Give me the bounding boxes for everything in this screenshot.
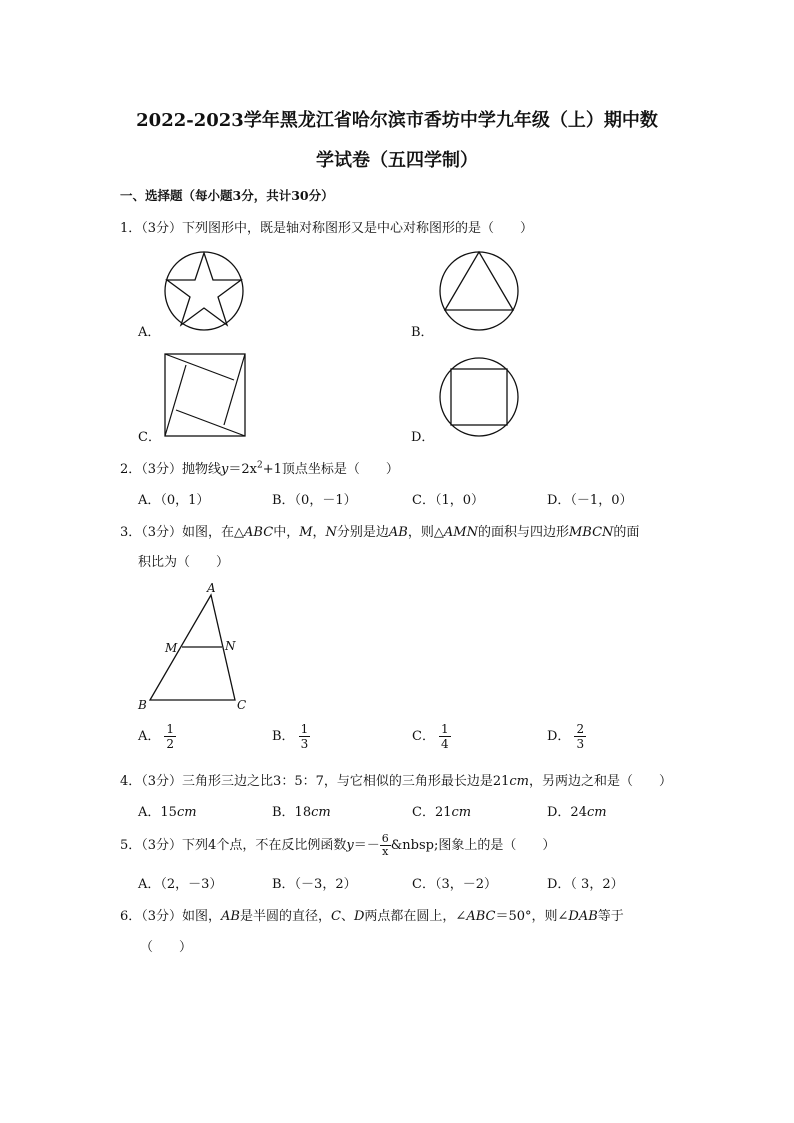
question-6-stem-line2: （ ） (140, 940, 193, 955)
q1-option-a: A． (138, 325, 161, 340)
q1-option-b: B． (411, 325, 434, 340)
q3-option-c: C． $\frac{1}{4}$ (412, 722, 449, 751)
q4-option-a: A．15cm (138, 805, 197, 820)
q2-option-b: B．（0，－1） (272, 493, 357, 508)
q4-option-d: D．24cm (547, 805, 607, 820)
question-1-stem: 1．（3分）下列图形中，既是轴对称图形又是中心对称图形的是（ ） (120, 221, 534, 236)
page-title-line2: 学试卷（五四学制） (316, 150, 478, 171)
question-6-stem-line1: 6．（3分）如图，AB是半圆的直径，C、D两点都在圆上，∠ABC＝50°，则∠DAB等于 (120, 909, 624, 924)
q3-label-m: M (165, 641, 178, 655)
question-2-stem: 2．（3分）抛物线$y=2x^2+1$顶点坐标是（ ） (120, 460, 399, 477)
question-4-stem: 4．（3分）三角形三边之比3：5：7，与它相似的三角形最长边是21cm，另两边之和是（ ） (120, 774, 673, 789)
q3-label-n: N (225, 639, 236, 653)
q2-option-c: C．（1，0） (412, 493, 484, 508)
q5-option-a: A．（2，－3） (138, 877, 223, 892)
question-3-stem-line1: 3．（3分）如图，在△ABC中，M，N分别是边AB，则△AMN的面积与四边形MBCN的面 (120, 525, 640, 540)
q1-figure-a-star-circle (163, 250, 245, 332)
q3-option-d: D． $\frac{2}{3}$ (547, 722, 585, 751)
q4-option-c: C．21cm (412, 805, 472, 820)
q3-label-c: C (237, 698, 247, 712)
q3-triangle-figure (135, 580, 255, 715)
q1-figure-c-square-pinwheel (164, 353, 246, 437)
q3-label-b: B (138, 698, 147, 712)
q1-figure-b-triangle-circle (438, 250, 520, 332)
q4-option-b: B．18cm (272, 805, 331, 820)
section-heading: 一、选择题（每小题3分，共计30分） (120, 188, 334, 203)
q5-option-c: C．（3，－2） (412, 877, 497, 892)
q1-option-d: D． (411, 430, 435, 445)
page-title: 2022-2023学年黑龙江省哈尔滨市香坊中学九年级（上）期中数 (136, 110, 658, 131)
q3-option-b: B． $\frac{1}{3}$ (272, 722, 309, 751)
q3-label-a: A (207, 581, 216, 595)
question-3-stem-line2: 积比为（ ） (138, 555, 230, 570)
q1-option-c: C． (138, 430, 161, 445)
question-5-stem: 5．（3分）下列4个点，不在反比例函数y＝－ $\frac{6}{x}$ &nbsp;图象上的是（ ） (120, 832, 556, 858)
q5-option-b: B．（－3，2） (272, 877, 357, 892)
q5-option-d: D．（ 3，2） (547, 877, 624, 892)
q2-option-a: A．（0，1） (138, 493, 210, 508)
q3-option-a: A． $\frac{1}{2}$ (138, 722, 175, 751)
q2-option-d: D．（－1，0） (547, 493, 633, 508)
q1-figure-d-square-circle (438, 356, 520, 438)
